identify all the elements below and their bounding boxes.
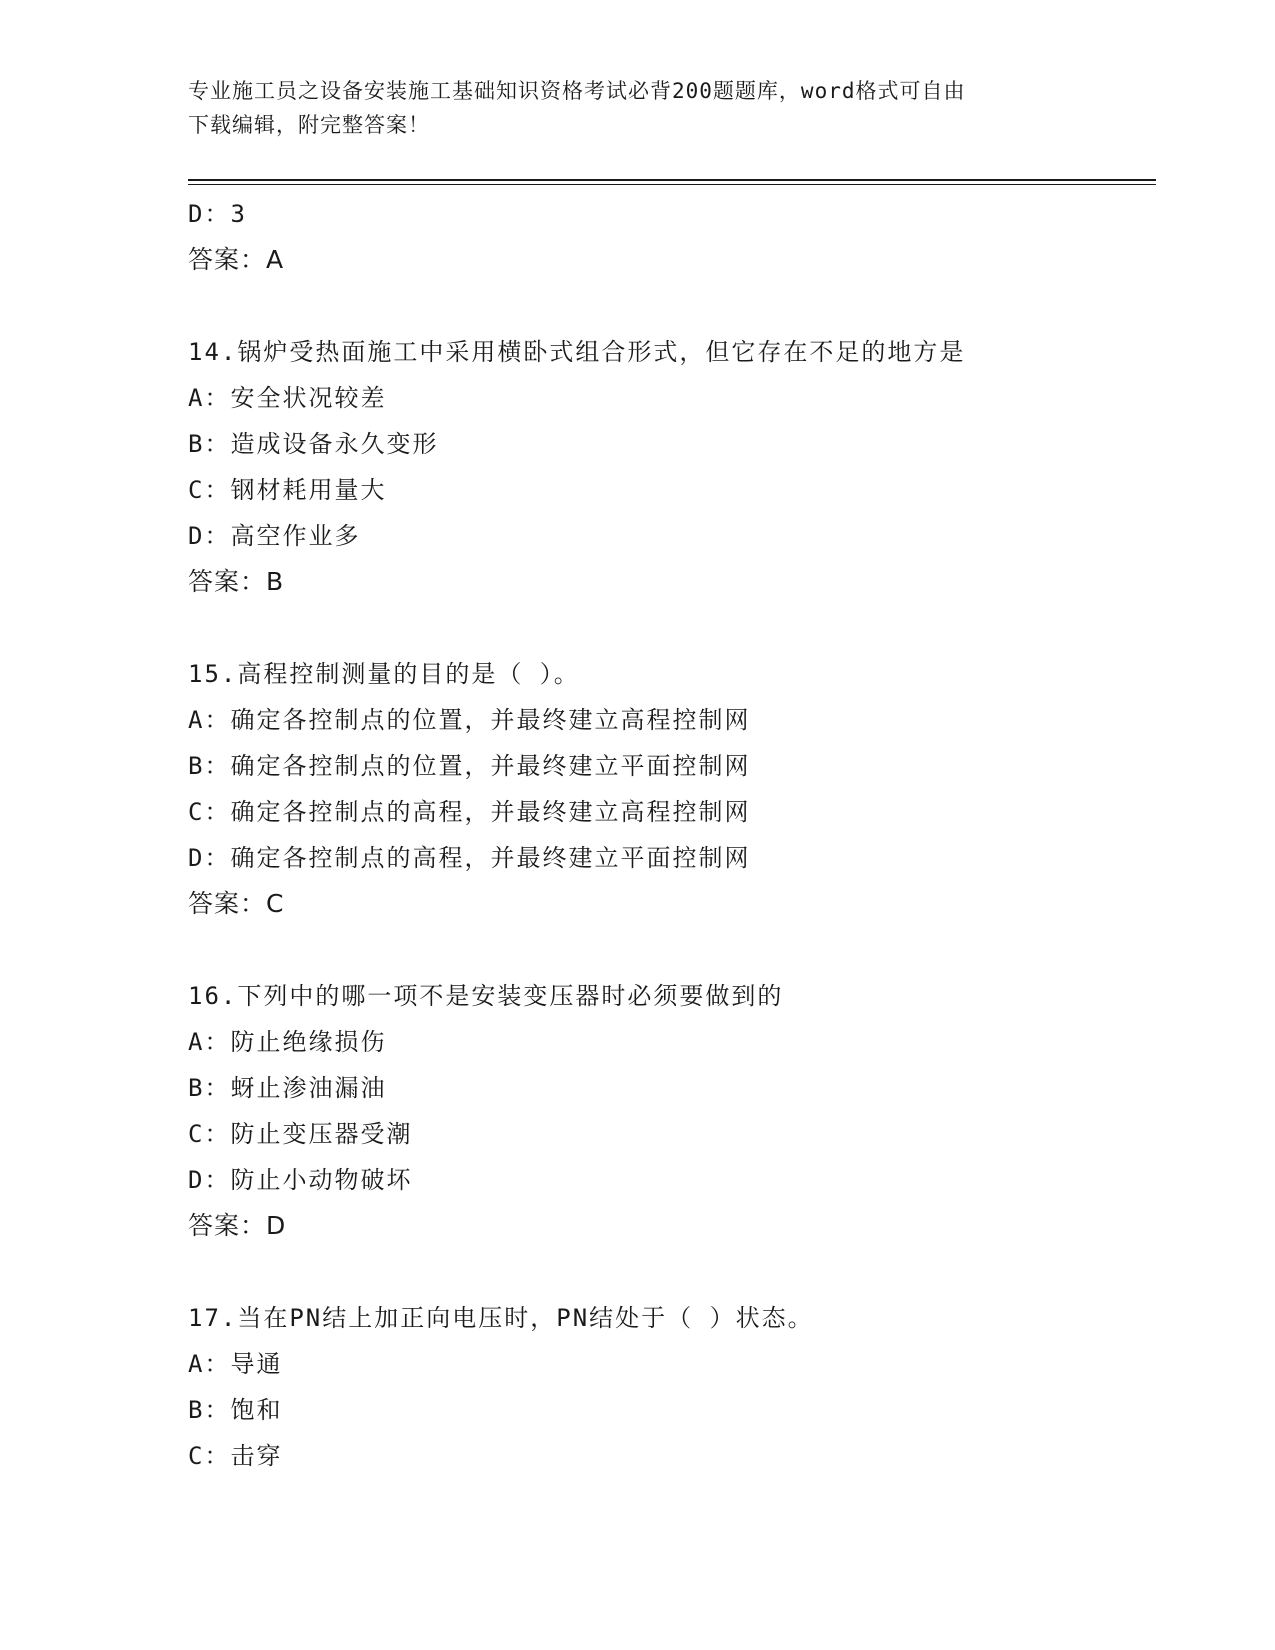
prev-answer: 答案：A [188,245,285,274]
option-d: D：高空作业多 [188,522,361,550]
prev-option-d: D：3 [188,200,247,228]
option-b: B：蚜止渗油漏油 [188,1074,387,1102]
question-stem: 17.当在PN结上加正向电压时，PN结处于（ ）状态。 [188,1304,814,1332]
spacer [188,1249,1148,1295]
option-c: C：击穿 [188,1442,283,1470]
option-d: D：确定各控制点的高程，并最终建立平面控制网 [188,844,751,872]
option-b: B：确定各控制点的位置，并最终建立平面控制网 [188,752,751,780]
question-15 [188,651,1148,927]
spacer [188,927,1148,973]
option-b: B：饱和 [188,1396,283,1424]
question-stem: 14.锅炉受热面施工中采用横卧式组合形式，但它存在不足的地方是 [188,338,966,366]
option-a: A：确定各控制点的位置，并最终建立高程控制网 [188,706,751,734]
option-a: A：安全状况较差 [188,384,387,412]
spacer [188,605,1148,651]
question-stem: 16.下列中的哪一项不是安装变压器时必须要做到的 [188,982,784,1010]
answer: 答案：B [188,567,285,596]
option-b: B：造成设备永久变形 [188,430,439,458]
header-line-2: 下载编辑，附完整答案！ [188,113,430,137]
option-a: A：防止绝缘损伤 [188,1028,387,1056]
header-rule-thick [188,179,1156,181]
option-d: D：防止小动物破坏 [188,1166,413,1194]
answer: 答案：C [188,889,285,918]
question-14 [188,329,1148,605]
option-c: C：确定各控制点的高程，并最终建立高程控制网 [188,798,751,826]
spacer [188,283,1148,329]
option-c: C：钢材耗用量大 [188,476,387,504]
question-17 [188,1295,1148,1479]
question-16 [188,973,1148,1249]
header-line-1: 专业施工员之设备安装施工基础知识资格考试必背200题题库，word格式可自由 [188,79,966,103]
answer: 答案：D [188,1211,287,1240]
document-header [188,74,1088,142]
option-c: C：防止变压器受潮 [188,1120,413,1148]
option-a: A：导通 [188,1350,283,1378]
header-rule-thin [188,184,1156,185]
question-stem: 15.高程控制测量的目的是（ ）。 [188,660,580,688]
question-list [188,191,1148,1479]
